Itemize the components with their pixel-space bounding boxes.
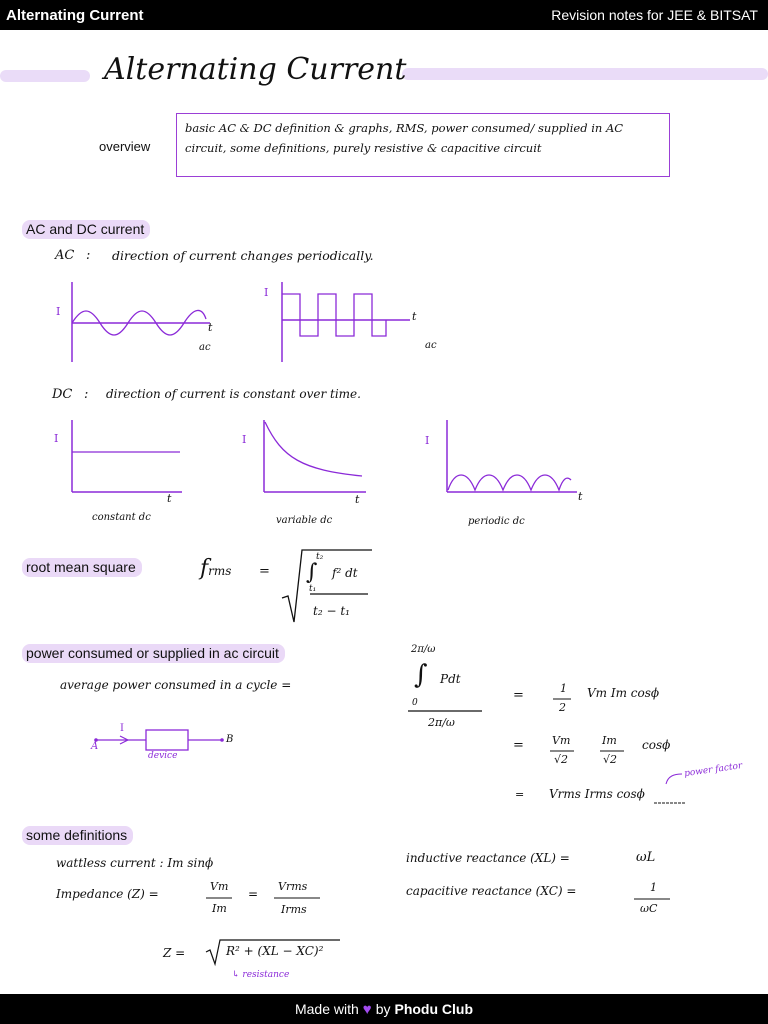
- power-denominator: 2π/ω: [428, 716, 455, 729]
- section-definitions: some definitions: [22, 826, 133, 845]
- imp-eq: =: [248, 887, 259, 901]
- power-l3: Vrms Irms cosϕ: [549, 787, 645, 801]
- dc3-axis-I: I: [425, 434, 430, 447]
- power-int-upper: 2π/ω: [411, 644, 436, 655]
- overview-box: basic AC & DC definition & graphs, RMS, power consumed/ supplied in AC circuit, some definitions, purely resistive & capacitive circuit: [176, 113, 670, 177]
- ac2-axis-I: I: [264, 286, 269, 299]
- power-eq-2: =: [513, 738, 524, 753]
- imp-f1-num: Vm: [210, 880, 229, 893]
- power-int-lower: 0: [412, 698, 418, 708]
- power-eq-3: =: [515, 788, 525, 801]
- power-integral-sign: ∫: [414, 660, 428, 690]
- ac-square-curve: [282, 294, 386, 336]
- dc-periodic-graph: [445, 420, 585, 495]
- footer-bar: [0, 994, 768, 1024]
- ac-colon: :: [86, 248, 91, 263]
- power-l2a-num: Vm: [552, 734, 571, 747]
- rms-sub: rms: [208, 564, 232, 578]
- ac2-caption: ac: [425, 340, 437, 351]
- rms-integrand: f² dt: [332, 566, 358, 580]
- ac1-axis-t: t: [208, 321, 213, 334]
- power-factor-arrow: [664, 770, 686, 786]
- rms-denominator: t₂ − t₁: [313, 604, 350, 618]
- rms-integral-sign: ∫: [306, 560, 318, 585]
- rms-int-lower: t₁: [309, 584, 317, 594]
- power-l1-rest: Vm Im cosϕ: [587, 686, 660, 700]
- def-impedance: Impedance (Z) =: [56, 887, 159, 901]
- ac-definition: direction of current changes periodically.: [112, 248, 374, 263]
- overview-label: overview: [99, 139, 151, 154]
- def-inductive-val: ωL: [636, 850, 656, 865]
- ac2-axis-t: t: [412, 310, 417, 323]
- dc-label: DC: [52, 387, 73, 402]
- page-title: Alternating Current: [104, 52, 407, 87]
- def-capacitive: capacitive reactance (XC) =: [406, 884, 577, 898]
- section-rms: root mean square: [22, 558, 142, 577]
- dc-periodic-curve: [448, 475, 571, 490]
- power-l2a-den: √2: [554, 753, 569, 766]
- dc2-axis-t: t: [355, 493, 360, 506]
- dc-variable-graph: [262, 420, 372, 495]
- imp-f2-den: Irms: [281, 903, 307, 916]
- rms-int-upper: t₂: [316, 552, 324, 562]
- header-title: Alternating Current: [6, 6, 144, 24]
- dc3-axis-t: t: [578, 490, 583, 503]
- dc1-axis-t: t: [167, 492, 172, 505]
- header-subtitle: Revision notes for JEE & BITSAT: [551, 7, 758, 23]
- power-factor-underline: [654, 802, 688, 805]
- section-power: power consumed or supplied in ac circuit: [22, 644, 285, 663]
- header-bar: [0, 0, 768, 30]
- power-l2-rest: cosϕ: [642, 738, 671, 752]
- power-l2b-num: Im: [602, 734, 617, 747]
- circuit-device: device: [148, 751, 178, 761]
- dc2-axis-I: I: [242, 433, 247, 446]
- imp-f1-line: [206, 897, 236, 900]
- dc-definition: direction of current is constant over time.: [106, 387, 361, 401]
- circuit-a: A: [91, 741, 99, 752]
- power-eq-1: =: [513, 688, 524, 703]
- dc3-caption: periodic dc: [468, 516, 525, 527]
- def-inductive: inductive reactance (XL) =: [406, 851, 570, 865]
- rms-f: f: [200, 556, 209, 581]
- footer-made-with: Made with: [294, 1001, 359, 1017]
- z-radicand: R² + (XL − XC)²: [226, 944, 324, 958]
- dc-constant-graph: [70, 420, 190, 495]
- ac-label: AC: [55, 248, 75, 263]
- cap-den: ωC: [640, 902, 658, 915]
- power-factor-note: power factor: [683, 761, 743, 780]
- power-l2b-den: √2: [603, 753, 618, 766]
- power-integrand: Pdt: [440, 672, 461, 686]
- ac1-axis-I: I: [56, 305, 61, 318]
- imp-f2-line: [274, 897, 324, 900]
- power-l1-num: 1: [560, 682, 567, 695]
- dc2-caption: variable dc: [276, 515, 333, 526]
- power-statement: average power consumed in a cycle =: [60, 678, 292, 692]
- circuit-current: I: [120, 723, 124, 734]
- power-fraction-line: [408, 710, 488, 714]
- title-bar-right: [402, 68, 768, 80]
- dc-colon: :: [84, 387, 89, 402]
- ac-square-graph: [270, 282, 420, 362]
- cap-num: 1: [650, 881, 657, 894]
- dc1-caption: constant dc: [92, 512, 151, 523]
- circuit-b: B: [226, 734, 234, 745]
- rms-lhs: [200, 556, 231, 581]
- heart-icon: ♥: [362, 1000, 372, 1018]
- dc-variable-curve: [265, 422, 362, 476]
- imp-f2-num: Vrms: [278, 880, 308, 893]
- imp-f1-den: Im: [212, 902, 227, 915]
- cap-fracline: [634, 898, 674, 901]
- title-bar-left: [0, 70, 90, 82]
- z-resistance-note: ↳ resistance: [232, 970, 290, 980]
- section-ac-dc: AC and DC current: [22, 220, 150, 239]
- power-l1-den: 2: [559, 701, 566, 714]
- def-wattless: wattless current : Im sinϕ: [56, 856, 214, 870]
- footer-brand: Phodu Club: [394, 1001, 474, 1017]
- ac1-caption: ac: [199, 342, 211, 353]
- z-lhs: Z =: [163, 946, 186, 960]
- rms-eq: =: [259, 564, 270, 579]
- dc1-axis-I: I: [54, 432, 59, 445]
- footer-by: by: [375, 1001, 391, 1017]
